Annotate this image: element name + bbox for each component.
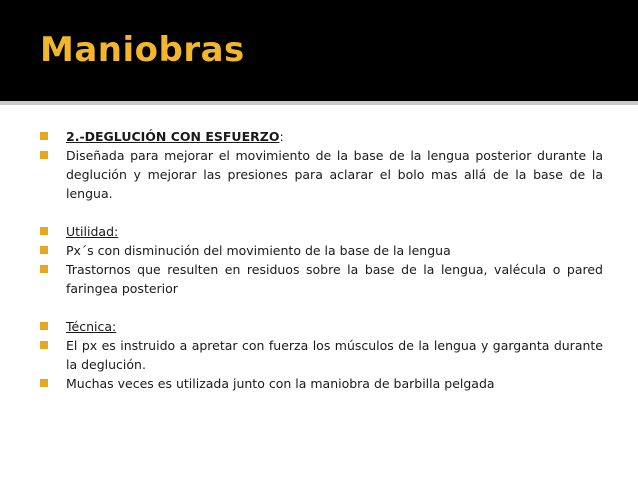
bullet-text: Muchas veces es utilizada junto con la maniobra de barbilla pelgada xyxy=(66,376,495,391)
section-heading: 2.-DEGLUCIÓN CON ESFUERZO xyxy=(66,129,280,144)
bullet-item-tecnica-1 xyxy=(40,336,603,374)
bullet-text: Px´s con disminución del movimiento de la base de la lengua xyxy=(66,243,451,258)
spacer xyxy=(40,203,603,222)
bullet-text: Trastornos que resulten en residuos sobre la base de la lengua, valécula o pared faringea posterior xyxy=(66,262,603,296)
square-bullet-icon xyxy=(40,341,48,349)
section-heading: Técnica: xyxy=(66,319,117,334)
bullet-item-heading-utilidad xyxy=(40,222,603,241)
bullet-item-utilidad-1 xyxy=(40,241,603,260)
bullet-item-description xyxy=(40,146,603,203)
bullet-item-heading-deglucion xyxy=(40,127,603,146)
square-bullet-icon xyxy=(40,132,48,140)
spacer xyxy=(40,298,603,317)
heading-suffix: : xyxy=(279,129,284,144)
square-bullet-icon xyxy=(40,151,48,159)
slide-content xyxy=(40,127,603,393)
square-bullet-icon xyxy=(40,379,48,387)
bullet-item-heading-tecnica xyxy=(40,317,603,336)
bullet-text: Diseñada para mejorar el movimiento de la base de la lengua posterior durante la deglución y mejorar las presiones para aclarar el bolo mas allá de la base de la lengua. xyxy=(66,148,603,201)
bullet-item-tecnica-2 xyxy=(40,374,603,393)
bullet-text: El px es instruido a apretar con fuerza los músculos de la lengua y garganta durante la deglución. xyxy=(66,338,603,372)
title-bar xyxy=(0,0,638,101)
square-bullet-icon xyxy=(40,227,48,235)
slide-title: Maniobras xyxy=(40,30,245,70)
square-bullet-icon xyxy=(40,265,48,273)
title-divider xyxy=(0,101,638,105)
bullet-item-utilidad-2 xyxy=(40,260,603,298)
square-bullet-icon xyxy=(40,246,48,254)
square-bullet-icon xyxy=(40,322,48,330)
section-heading: Utilidad: xyxy=(66,224,119,239)
